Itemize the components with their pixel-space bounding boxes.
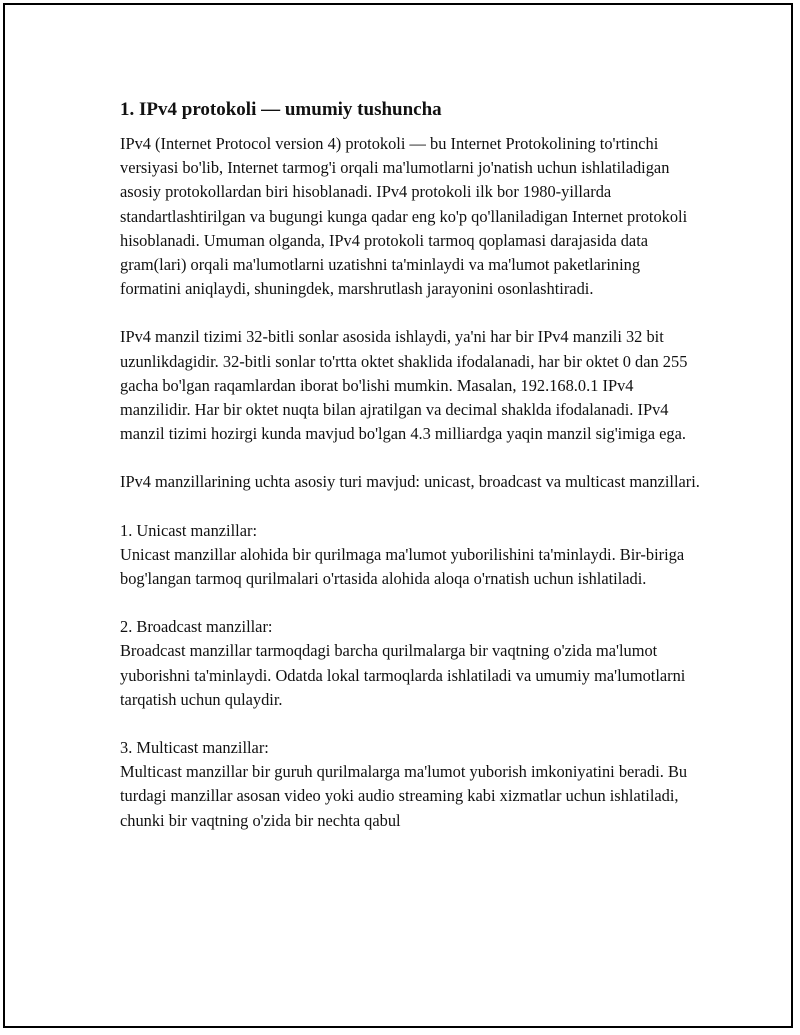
address-system-paragraph: IPv4 manzil tizimi 32-bitli sonlar asosida ishlaydi, ya'ni har bir IPv4 manzili 32 bit uzunlikdagidir. 32-bitli sonlar to'rtta oktet shaklida ifodalanadi, har bir oktet 0 dan 255 gacha bo'lgan raqamlardan iborat bo'lishi mumkin. Masalan, 192.168.0.1 IPv4 manzilidir. Har bir oktet nuqta bilan ajratilgan va decimal shaklda ifodalanadi. IPv4 manzil tizimi hozirgi kunda mavjud bo'lgan 4.3 milliardga yaqin manzil sig'imiga ega. <box>120 327 688 444</box>
document-page <box>3 3 793 1028</box>
broadcast-section <box>120 615 700 712</box>
intro-paragraph: IPv4 (Internet Protocol version 4) protokoli — bu Internet Protokolining to'rtinchi versiyasi bo'lib, Internet tarmog'i orqali ma'lumotlarni jo'natish uchun ishlatiladigan asosiy protokollardan biri hisoblanadi. IPv4 protokoli ilk bor 1980-yillarda standartlashtirilgan va bugungi kunga qadar eng ko'p qo'llaniladigan Internet protokoli hisoblanadi. Umuman olganda, IPv4 protokoli tarmoq qoplamasi darajasida data gram(lari) orqali ma'lumotlarni uzatishni ta'minlaydi va ma'lumot paketlarining formatini aniqlaydi, shuningdek, marshrutlash jarayonini osonlashtiradi. <box>120 134 688 299</box>
unicast-text: Unicast manzillar alohida bir qurilmaga ma'lumot yuborilishini ta'minlaydi. Bir-biriga bog'langan tarmoq qurilmalari o'rtasida alohida aloqa o'rnatish uchun ishlatiladi. <box>120 544 685 589</box>
broadcast-text: Broadcast manzillar tarmoqdagi barcha qurilmalarga bir vaqtning o'zida ma'lumot yuborishni ta'minlaydi. Odatda lokal tarmoqlarda ishlatiladi va umumiy ma'lumotlarni tarqatish uchun qulaydir. <box>120 641 686 709</box>
broadcast-title: 2. Broadcast manzillar: <box>120 617 273 637</box>
multicast-title: 3. Multicast manzillar: <box>120 738 269 758</box>
section-heading: 1. IPv4 protokoli — umumiy tushuncha <box>120 99 442 120</box>
multicast-section <box>120 736 700 833</box>
types-intro-paragraph: IPv4 manzillarining uchta asosiy turi mavjud: unicast, broadcast va multicast manzillari. <box>120 472 700 492</box>
unicast-section <box>120 519 700 592</box>
document-content <box>120 97 700 857</box>
multicast-text: Multicast manzillar bir guruh qurilmalarga ma'lumot yuborish imkoniyatini beradi. Bu turdagi manzillar asosan video yoki audio streaming kabi xizmatlar uchun ishlatiladi, chunki bir vaqtning o'zida bir nechta qabul <box>120 762 688 830</box>
unicast-title: 1. Unicast manzillar: <box>120 520 257 540</box>
